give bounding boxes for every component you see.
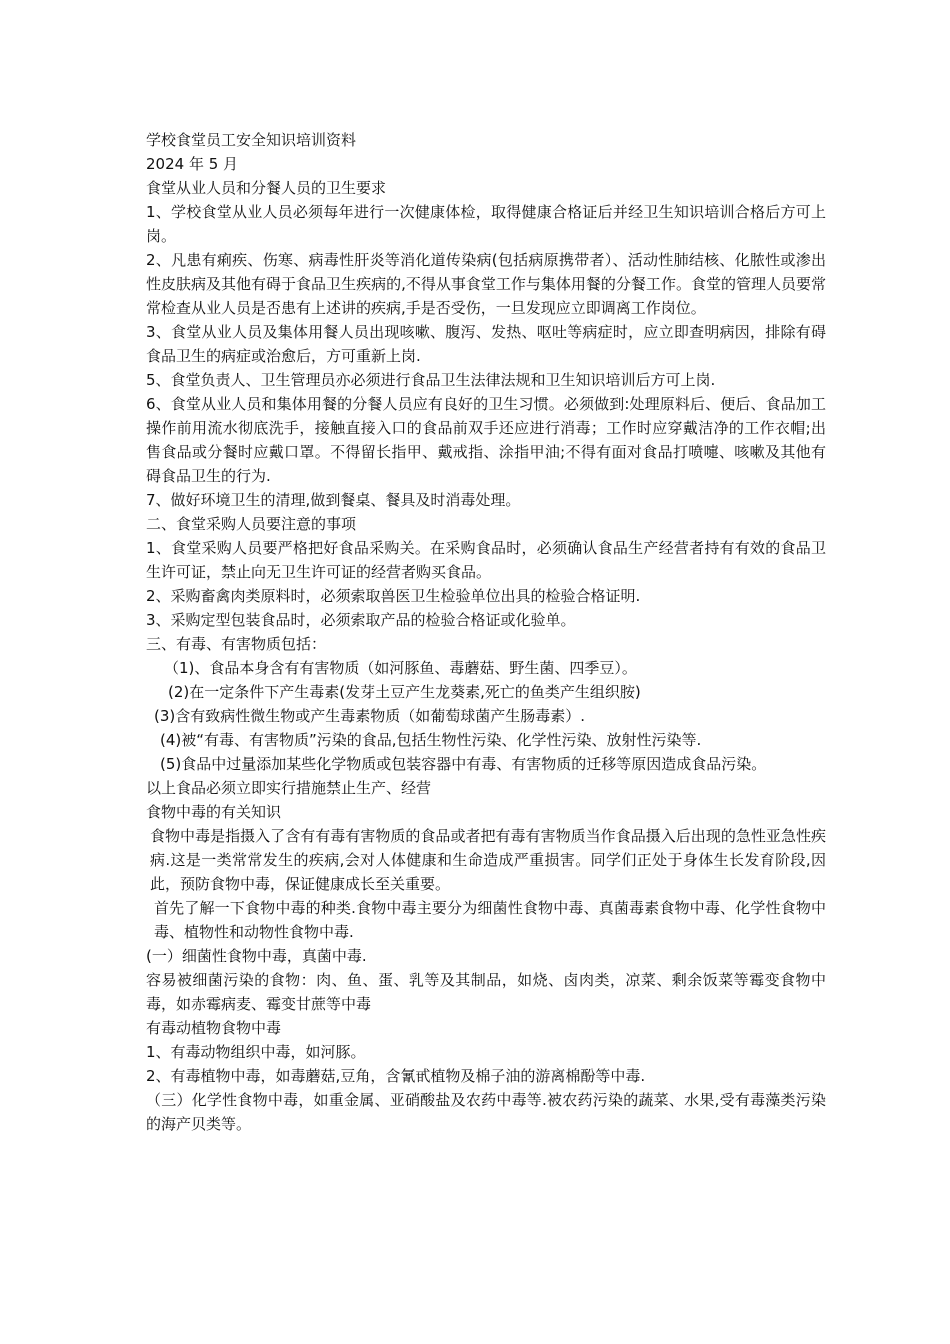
section-heading-toxic: 三、有毒、有害物质包括：: [146, 635, 327, 653]
paragraph: 3、采购定型包装食品时，必须索取产品的检验合格证或化验单。: [146, 611, 576, 629]
list-item: (3)含有致病性微生物或产生毒素物质（如葡萄球菌产生肠毒素）.: [154, 707, 586, 725]
document-page: [146, 128, 826, 1136]
section-heading-purchasing: 二、食堂采购人员要注意的事项: [146, 515, 357, 533]
paragraph: 6、食堂从业人员和集体用餐的分餐人员应有良好的卫生习惯。必须做到:处理原料后、便后、食品加工操作前用流水彻底洗手，接触直接入口的食品前双手还应进行消毒；工作时应穿戴洁净的工作衣帽;出售食品或分餐时应戴口罩。不得留长指甲、戴戒指、涂指甲油;不得有面对食品打喷嚏、咳嗽及其他有碍食品卫生的行为.: [146, 395, 826, 485]
paragraph: 食物中毒是指摄入了含有有毒有害物质的食品或者把有毒有害物质当作食品摄入后出现的急性亚急性疾病.这是一类常常发生的疾病,会对人体健康和生命造成严重损害。同学们正处于身体生长发育阶段,因此，预防食物中毒，保证健康成长至关重要。: [150, 827, 826, 893]
paragraph: 2、凡患有痢疾、伤寒、病毒性肝炎等消化道传染病(包括病原携带者）、活动性肺结核、化脓性或渗出性皮肤病及其他有碍于食品卫生疾病的,不得从事食堂工作与集体用餐的分餐工作。食堂的管理人员要常常检查从业人员是否患有上述讲的疾病,手是否受伤，一旦发现应立即调离工作岗位。: [146, 251, 826, 317]
paragraph: 2、采购畜禽肉类原料时，必须索取兽医卫生检验单位出具的检验合格证明.: [146, 587, 641, 605]
document-title: 学校食堂员工安全知识培训资料: [146, 131, 357, 149]
paragraph: 1、食堂采购人员要严格把好食品采购关。在采购食品时，必须确认食品生产经营者持有有效的食品卫生许可证，禁止向无卫生许可证的经营者购买食品。: [146, 539, 826, 581]
paragraph: （三）化学性食物中毒，如重金属、亚硝酸盐及农药中毒等.被农药污染的蔬菜、水果,受有毒藻类污染的海产贝类等。: [146, 1091, 826, 1133]
paragraph: 1、学校食堂从业人员必须每年进行一次健康体检，取得健康合格证后并经卫生知识培训合格后方可上岗。: [146, 203, 826, 245]
paragraph: 7、做好环境卫生的清理,做到餐桌、餐具及时消毒处理。: [146, 491, 521, 509]
section-heading-poisoning: 食物中毒的有关知识: [146, 803, 282, 821]
list-item: (2)在一定条件下产生毒素(发芽土豆产生龙葵素,死亡的鱼类产生组织胺): [168, 683, 641, 701]
paragraph: 5、食堂负责人、卫生管理员亦必须进行食品卫生法律法规和卫生知识培训后方可上岗.: [146, 371, 716, 389]
paragraph: 1、有毒动物组织中毒，如河豚。: [146, 1043, 366, 1061]
paragraph: 容易被细菌污染的食物：肉、鱼、蛋、乳等及其制品，如烧、卤肉类，凉菜、剩余饭菜等霉变食物中毒，如赤霉病麦、霉变甘蔗等中毒: [146, 971, 826, 1013]
list-item: (4)被“有毒、有害物质”污染的食品,包括生物性污染、化学性污染、放射性污染等.: [160, 731, 702, 749]
document-date: 2024 年 5 月: [146, 155, 239, 173]
paragraph: 2、有毒植物中毒，如毒蘑菇,豆角，含氰甙植物及棉子油的游离棉酚等中毒.: [146, 1067, 646, 1085]
section-heading-hygiene: 食堂从业人员和分餐人员的卫生要求: [146, 179, 387, 197]
list-item: （1)、食品本身含有有害物质（如河豚鱼、毒蘑菇、野生菌、四季豆）。: [164, 659, 637, 677]
paragraph: 3、食堂从业人员及集体用餐人员出现咳嗽、腹泻、发热、呕吐等病症时，应立即查明病因，排除有碍食品卫生的病症或治愈后，方可重新上岗.: [146, 323, 826, 365]
list-item: (5)食品中过量添加某些化学物质或包装容器中有毒、有害物质的迁移等原因造成食品污染。: [160, 755, 767, 773]
paragraph: 首先了解一下食物中毒的种类.食物中毒主要分为细菌性食物中毒、真菌毒素食物中毒、化学性食物中毒、植物性和动物性食物中毒.: [154, 899, 826, 941]
paragraph: 以上食品必须立即实行措施禁止生产、经营: [146, 779, 432, 797]
subsection-heading: 有毒动植物食物中毒: [146, 1019, 282, 1037]
subsection-heading: (一）细菌性食物中毒，真菌中毒.: [146, 947, 367, 965]
